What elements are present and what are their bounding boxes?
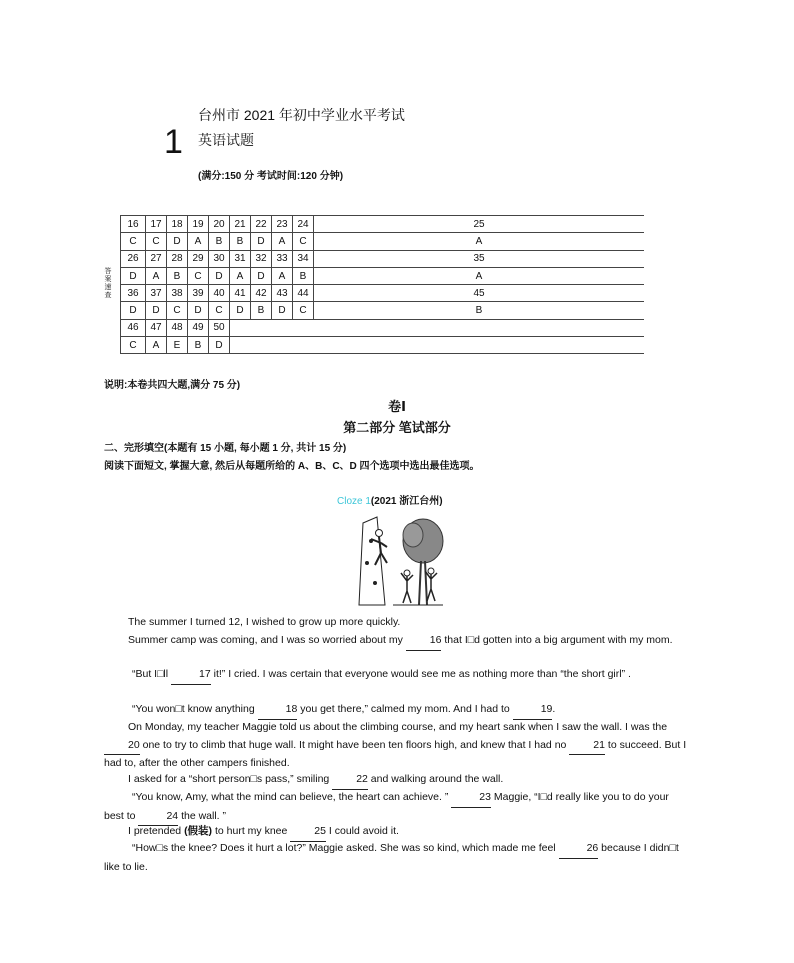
answer-cell: B: [293, 267, 314, 284]
answer-cell: B: [209, 233, 230, 250]
answer-cell: C: [293, 302, 314, 319]
blank-20[interactable]: 20: [104, 737, 140, 756]
score-info: (满分:150 分 考试时间:120 分钟): [198, 171, 344, 182]
paragraph-8: I pretended (假装) to hurt my knee 25 I could avoid it.: [104, 823, 689, 842]
paragraph-5: On Monday, my teacher Maggie told us about the climbing course, and my heart sank when I saw the wall. I was the 20 one to try to climb that huge wall. It might have been ten floors high, and knew that I had no 21 to succeed. But I had to, after the other campers finished.: [104, 721, 687, 769]
blank-18[interactable]: 18: [258, 701, 298, 720]
answer-cell: D: [272, 302, 293, 319]
answer-cell: 40: [209, 285, 230, 302]
answer-cell: 47: [146, 319, 167, 336]
answer-cell: 18: [167, 216, 188, 233]
answer-cell: A: [146, 337, 167, 354]
paragraph-4: “You won□t know anything 18 you get there,” calmed my mom. And I had to 19.: [104, 701, 689, 720]
answer-cell: D: [121, 302, 146, 319]
answer-cell: A: [188, 233, 209, 250]
answer-cell-empty: [230, 319, 645, 336]
answer-cell: 39: [188, 285, 209, 302]
blank-23[interactable]: 23: [451, 789, 491, 808]
exam-subtitle: 英语试题: [198, 132, 254, 148]
answer-key-label: 答案速查: [104, 268, 112, 299]
answer-cell: 46: [121, 319, 146, 336]
answer-cell: C: [146, 233, 167, 250]
lesson-number: 1: [164, 123, 183, 161]
answer-cell: A: [146, 267, 167, 284]
answer-cell: 37: [146, 285, 167, 302]
answer-cell: C: [167, 302, 188, 319]
cloze-source: (2021 浙江台州): [370, 496, 443, 507]
answer-cell: 26: [121, 250, 146, 267]
answer-cell: D: [167, 233, 188, 250]
answer-cell: 49: [188, 319, 209, 336]
answer-cell: C: [121, 337, 146, 354]
answer-cell: 33: [272, 250, 293, 267]
answer-cell: 32: [251, 250, 272, 267]
answer-cell: B: [251, 302, 272, 319]
answer-cell: 30: [209, 250, 230, 267]
answer-cell-wide: 35: [314, 250, 645, 267]
cloze-heading: [337, 492, 443, 507]
answer-cell: D: [230, 302, 251, 319]
answer-row: [121, 302, 645, 319]
answer-row: [121, 216, 645, 233]
answer-row: [121, 337, 645, 354]
answer-cell: D: [251, 267, 272, 284]
answer-cell: 17: [146, 216, 167, 233]
answer-cell: 24: [293, 216, 314, 233]
answer-cell-wide: A: [314, 233, 645, 250]
answer-cell: C: [121, 233, 146, 250]
answer-cell: D: [209, 267, 230, 284]
blank-26[interactable]: 26: [559, 840, 599, 859]
answer-cell-wide: A: [314, 267, 645, 284]
section-title: 二、完形填空(本题有 15 小题, 每小题 1 分, 共计 15 分): [104, 443, 347, 454]
blank-17[interactable]: 17: [171, 666, 211, 685]
answer-cell: A: [230, 267, 251, 284]
answer-cell: 16: [121, 216, 146, 233]
answer-row: [121, 267, 645, 284]
answer-cell: C: [293, 233, 314, 250]
paragraph-7: “You know, Amy, what the mind can believe, the heart can achieve. ” 23 Maggie, “I□d really like you to do your best to 24 the wall. ”: [104, 789, 689, 826]
blank-21[interactable]: 21: [569, 737, 605, 756]
answer-cell: D: [251, 233, 272, 250]
volume-label: 卷Ⅰ: [388, 399, 406, 414]
answer-cell: C: [209, 302, 230, 319]
answer-cell: 44: [293, 285, 314, 302]
answer-cell: 29: [188, 250, 209, 267]
answer-cell: B: [188, 337, 209, 354]
note: 说明:本卷共四大题,满分 75 分): [104, 380, 241, 391]
blank-16[interactable]: 16: [406, 632, 442, 651]
answer-row: [121, 233, 645, 250]
answer-cell: A: [272, 233, 293, 250]
answer-cell: 36: [121, 285, 146, 302]
answer-cell: E: [167, 337, 188, 354]
cloze-label: Cloze 1: [337, 496, 371, 507]
answer-cell-wide: 25: [314, 216, 645, 233]
answer-cell: D: [188, 302, 209, 319]
answer-cell: 27: [146, 250, 167, 267]
blank-24[interactable]: 24: [138, 808, 178, 827]
answer-cell: 38: [167, 285, 188, 302]
answer-cell: B: [230, 233, 251, 250]
paragraph-6: I asked for a “short person□s pass,” smiling 22 and walking around the wall.: [104, 771, 689, 790]
answer-cell: 50: [209, 319, 230, 336]
part-title: 第二部分 笔试部分: [343, 420, 451, 435]
exam-title: 台州市 2021 年初中学业水平考试: [198, 107, 405, 123]
paragraph-2: Summer camp was coming, and I was so worried about my 16 that I□d gotten into a big argument with my mom.: [104, 632, 689, 651]
climbing-illustration: [355, 513, 445, 608]
answer-cell: 20: [209, 216, 230, 233]
answer-cell: 43: [272, 285, 293, 302]
directions: 阅读下面短文, 掌握大意, 然后从每题所给的 A、B、C、D 四个选项中选出最佳选项。: [104, 461, 480, 472]
blank-19[interactable]: 19: [513, 701, 553, 720]
blank-22[interactable]: 22: [332, 771, 368, 790]
answer-cell: A: [272, 267, 293, 284]
answer-cell: C: [188, 267, 209, 284]
answer-cell: 42: [251, 285, 272, 302]
answer-cell-wide: 45: [314, 285, 645, 302]
answer-cell: 41: [230, 285, 251, 302]
answer-cell: D: [209, 337, 230, 354]
answer-row: [121, 319, 645, 336]
answer-cell: D: [121, 267, 146, 284]
answer-cell: 21: [230, 216, 251, 233]
answer-cell: D: [146, 302, 167, 319]
paragraph-3: “But I□ll 17 it!” I cried. I was certain that everyone would see me as nothing more than “the short girl” .: [104, 666, 689, 685]
answer-cell: 34: [293, 250, 314, 267]
answer-cell: 23: [272, 216, 293, 233]
answer-cell-empty: [230, 337, 645, 354]
answer-table: [120, 215, 644, 354]
answer-cell: 28: [167, 250, 188, 267]
answer-cell: 31: [230, 250, 251, 267]
blank-25[interactable]: 25: [290, 823, 326, 842]
answer-cell: 19: [188, 216, 209, 233]
answer-row: [121, 285, 645, 302]
paragraph-1: The summer I turned 12, I wished to grow up more quickly.: [128, 616, 401, 628]
answer-cell: 48: [167, 319, 188, 336]
answer-cell: B: [167, 267, 188, 284]
answer-cell-wide: B: [314, 302, 645, 319]
paragraph-9: “How□s the knee? Does it hurt a lot?” Maggie asked. She was so kind, which made me feel 26 because I didn□t like to lie.: [104, 842, 679, 873]
answer-cell: 22: [251, 216, 272, 233]
answer-row: [121, 250, 645, 267]
